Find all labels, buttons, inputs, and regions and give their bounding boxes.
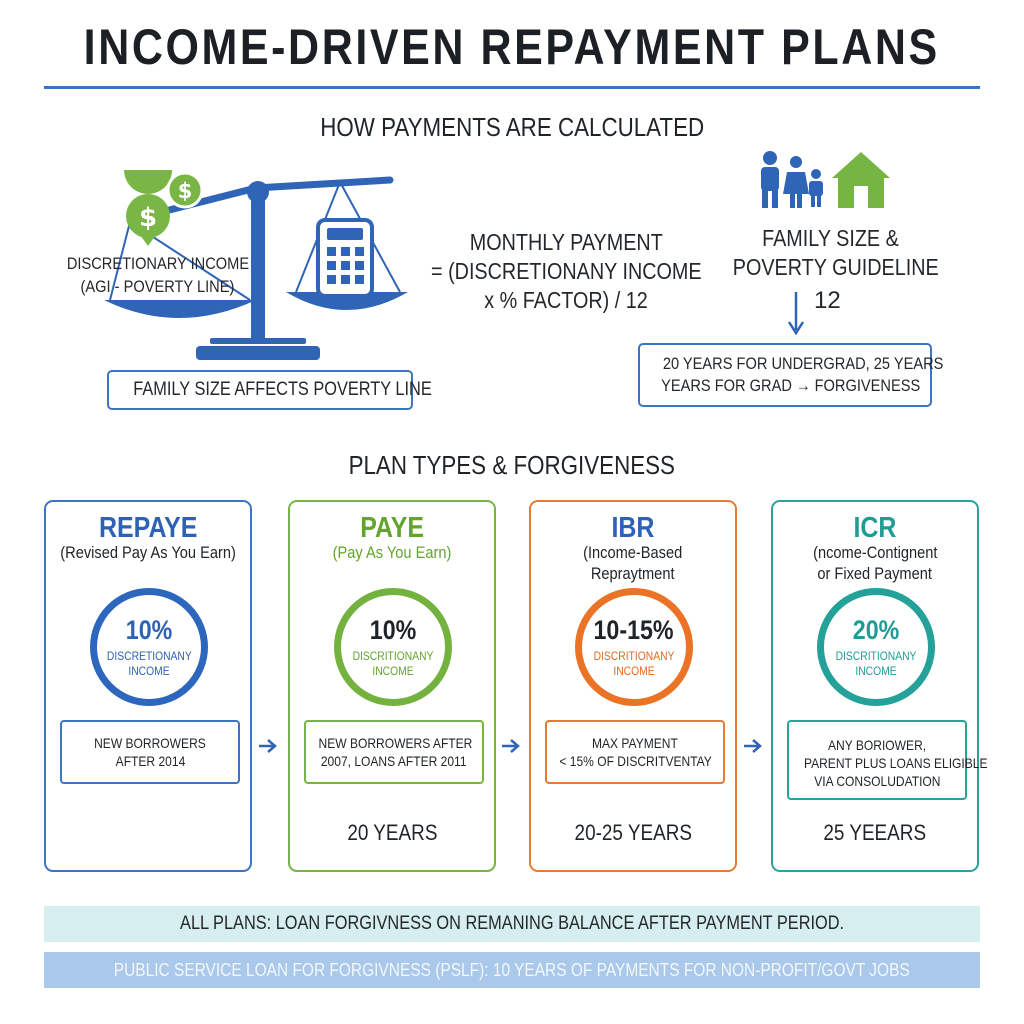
- scale-note-box: FAMILY SIZE AFFECTS POVERTY LINE: [107, 370, 413, 410]
- arrow-right-icon: [258, 738, 278, 754]
- forgiveness-years: 20-25 YEARS: [574, 820, 692, 845]
- family-size-label: FAMILY SIZE & POVERTY GUIDELINE: [732, 225, 939, 280]
- plan-name: IBR: [611, 512, 655, 544]
- title-divider: [44, 86, 980, 89]
- section-heading-plans: PLAN TYPES & FORGIVENESS: [348, 450, 676, 480]
- section-heading-calculation: HOW PAYMENTS ARE CALCULATED: [320, 112, 704, 142]
- plan-full-name: (Income-Based Repraytment: [583, 543, 683, 583]
- forgiveness-years: 25 YEEARS: [823, 820, 927, 845]
- svg-text:$: $: [138, 203, 158, 233]
- arrow-down-icon: [786, 290, 806, 336]
- house-icon: [830, 150, 892, 210]
- plan-card-icr: [771, 500, 988, 872]
- arrow-right-icon: [743, 738, 763, 754]
- arrow-right-icon: [501, 738, 521, 754]
- dollar-coin-icon: [120, 170, 210, 250]
- plan-card-ibr: [529, 500, 737, 872]
- plan-name: REPAYE: [98, 512, 198, 544]
- eligibility-box: NEW BORROWERS AFTER 2014: [60, 720, 240, 784]
- discretionary-income-label: DISCRETIONARY INCOME (AGI - POVERTY LINE): [66, 254, 250, 296]
- percentage-ring: 10% DISCRETIONANY INCOME: [90, 588, 208, 706]
- percentage-ring: 10% DISCRITIONANY INCOME: [334, 588, 452, 706]
- percentage-ring: 10-15% DISCRITIONANY INCOME: [575, 588, 693, 706]
- plan-card-paye: [288, 500, 496, 872]
- forgiveness-years: 20 YEARS: [346, 820, 438, 845]
- plan-full-name: (ncome-Contignent or Fixed Payment: [812, 543, 938, 583]
- page-title: INCOME-DRIVEN REPAYMENT PLANS: [83, 19, 941, 75]
- plan-card-repaye: [44, 500, 252, 872]
- svg-text:$: $: [177, 179, 193, 203]
- plan-full-name: (Pay As You Earn): [332, 543, 452, 562]
- eligibility-box: ANY BORIOWER, PARENT PLUS LOANS ELIGIBLE VIA CONSOLUDATION: [787, 720, 967, 800]
- plan-name: ICR: [853, 512, 897, 544]
- forgiveness-banner: ALL PLANS: LOAN FORGIVNESS ON REMANING BALANCE AFTER PAYMENT PERIOD.: [44, 906, 980, 942]
- forgiveness-timeline-box: 20 YEARS FOR UNDERGRAD, 25 YEARS YEARS FOR GRAD → FORGIVENESS: [638, 343, 932, 407]
- pslf-banner: PUBLIC SERVICE LOAN FOR FORGIVNESS (PSLF): 10 YEARS OF PAYMENTS FOR NON-PROFIT/GOVT JOBS: [44, 952, 980, 988]
- eligibility-box: NEW BORROWERS AFTER 2007, LOANS AFTER 2011: [304, 720, 484, 784]
- payment-formula: MONTHLY PAYMENT = (DISCRETIONANY INCOME x % FACTOR) / 12: [430, 229, 702, 313]
- calculator-icon: [316, 218, 374, 298]
- eligibility-box: MAX PAYMENT < 15% OF DISCRITVENTAY: [545, 720, 725, 784]
- percentage-ring: 20% DISCRITIONANY INCOME: [817, 588, 935, 706]
- plan-name: PAYE: [360, 512, 424, 544]
- forgiveness-years: [46, 820, 250, 846]
- family-number: 12: [814, 287, 841, 314]
- plan-full-name: (Revised Pay As You Earn): [60, 543, 236, 562]
